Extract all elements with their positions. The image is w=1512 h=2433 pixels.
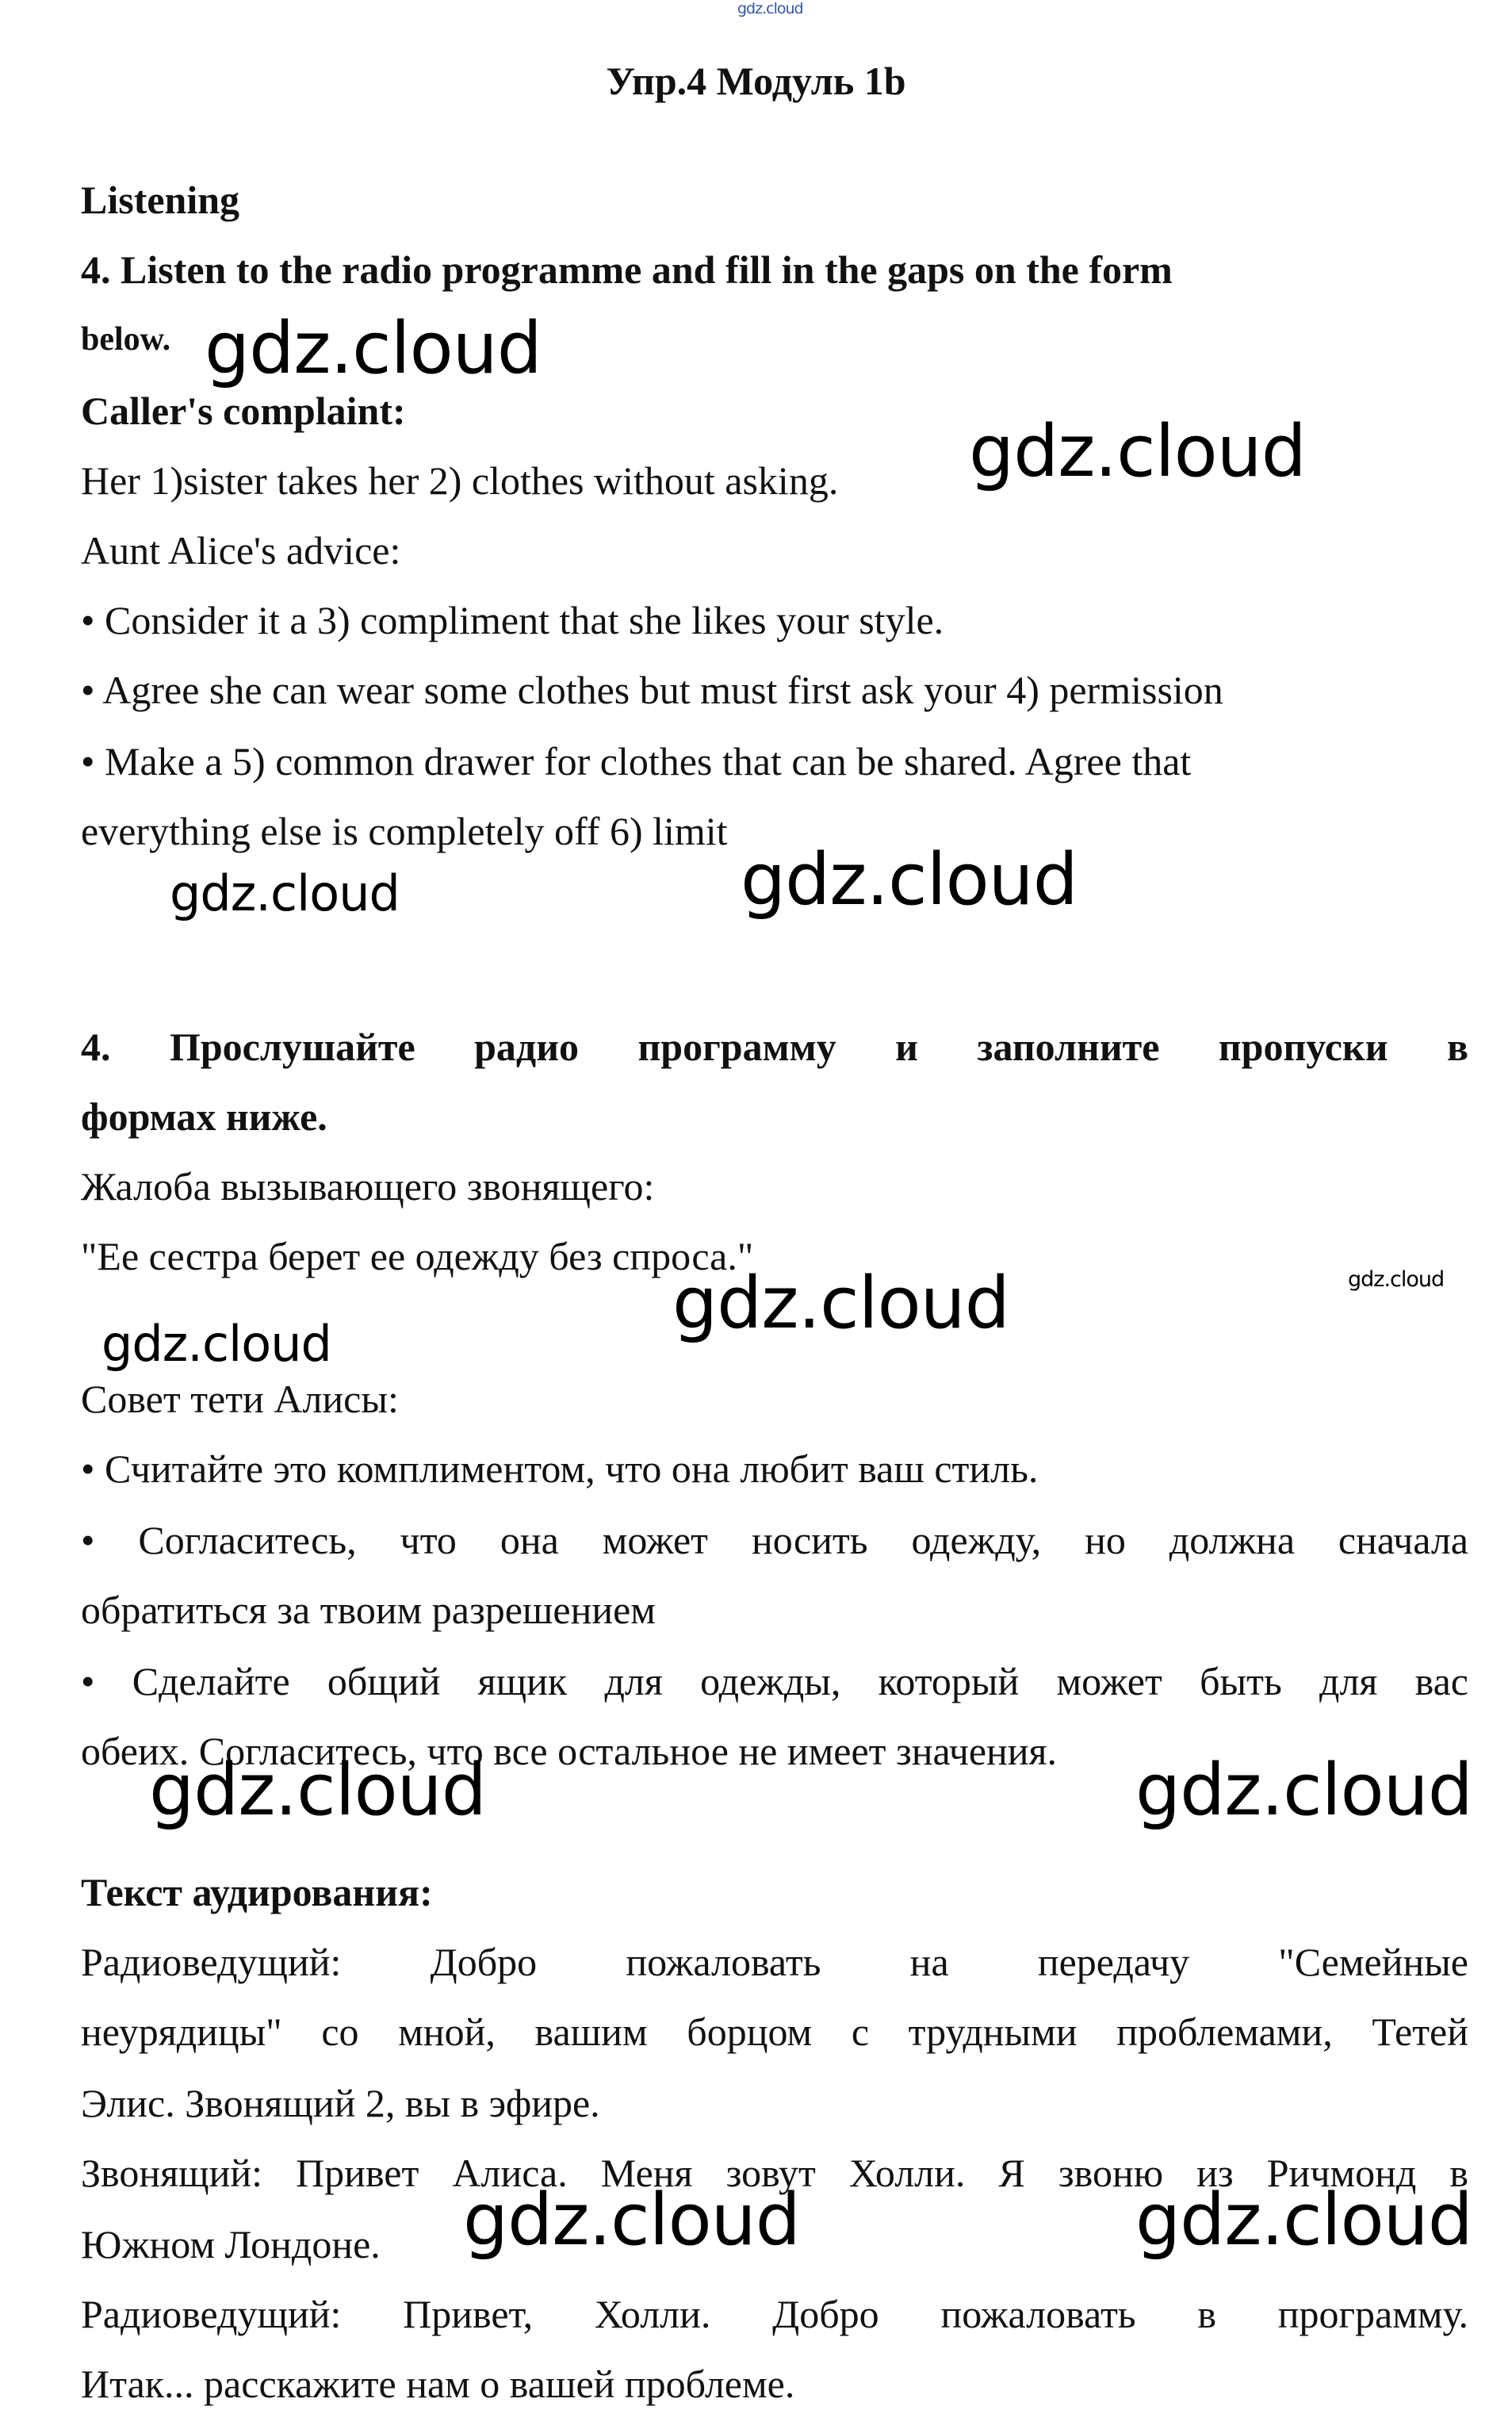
- transcript-p3-line1: Радиоведущий: Привет, Холли. Добро пожаловать в программу.: [81, 2292, 1468, 2336]
- advice-heading-ru: Совет тети Алисы:: [81, 1377, 399, 1421]
- advice-item-en-3-line1: • Make a 5) common drawer for clothes that can be shared. Agree that: [81, 739, 1192, 784]
- advice-item-ru-2-line1: • Согласитесь, что она может носить одежду, но должна сначала: [81, 1518, 1468, 1562]
- watermark-11: gdz.cloud: [1135, 2178, 1472, 2262]
- advice-item-en-3-line2: everything else is completely off 6) limit: [81, 809, 728, 853]
- transcript-p2-line2: Южном Лондоне.: [81, 2222, 381, 2266]
- watermark-5: gdz.cloud: [1348, 1267, 1445, 1292]
- transcript-p2-line1: Звонящий: Привет Алиса. Меня зовут Холли. Я звоню из Ричмонд в: [81, 2151, 1468, 2195]
- advice-item-en-1: • Consider it a 3) compliment that she likes your style.: [81, 598, 944, 642]
- watermark-1: gdz.cloud: [205, 307, 542, 390]
- task-instruction-ru-line2: формах ниже.: [81, 1094, 327, 1139]
- transcript-heading: Текст аудирования:: [81, 1870, 433, 1914]
- task-instruction-ru-line1: 4. Прослушайте радио программу и заполните пропуски в: [81, 1025, 1468, 1069]
- advice-item-ru-3-line2: обеих. Согласитесь, что все остальное не имеет значения.: [81, 1729, 1058, 1773]
- page-title: Упр.4 Модуль 1b: [606, 59, 906, 103]
- watermark-9: gdz.cloud: [1135, 1749, 1472, 1832]
- watermark-10: gdz.cloud: [463, 2178, 800, 2262]
- watermark-2: gdz.cloud: [969, 410, 1306, 493]
- section-heading-listening: Listening: [81, 178, 240, 222]
- advice-heading-en: Aunt Alice's advice:: [81, 528, 401, 573]
- complaint-heading-en: Caller's complaint:: [81, 389, 406, 433]
- transcript-p3-line2: Итак... расскажите нам о вашей проблеме.: [81, 2362, 795, 2406]
- transcript-p1-line1: Радиоведущий: Добро пожаловать на передачу "Семейные: [81, 1940, 1468, 1984]
- advice-item-en-2: • Agree she can wear some clothes but must first ask your 4) permission: [81, 668, 1223, 712]
- advice-item-ru-1: • Считайте это комплиментом, что она любит ваш стиль.: [81, 1446, 1039, 1491]
- transcript-p1-line2: неурядицы" со мной, вашим борцом с трудными проблемами, Тетей: [81, 2010, 1468, 2054]
- complaint-text-en: Her 1)sister takes her 2) clothes without asking.: [81, 458, 839, 503]
- complaint-heading-ru: Жалоба вызывающего звонящего:: [81, 1164, 655, 1209]
- watermark-7: gdz.cloud: [101, 1315, 331, 1373]
- task-instruction-en-line1: 4. Listen to the radio programme and fill in the gaps on the form: [81, 247, 1173, 292]
- watermark-4: gdz.cloud: [741, 838, 1078, 921]
- complaint-text-ru: "Ее сестра берет ее одежду без спроса.": [81, 1234, 754, 1278]
- watermark-8: gdz.cloud: [149, 1749, 486, 1832]
- advice-item-ru-2-line2: обратиться за твоим разрешением: [81, 1588, 656, 1632]
- top-watermark: gdz.cloud: [737, 0, 803, 17]
- task-instruction-en-line2: below.: [81, 321, 171, 358]
- watermark-6: gdz.cloud: [672, 1262, 1009, 1345]
- transcript-p1-line3: Элис. Звонящий 2, вы в эфире.: [81, 2081, 600, 2125]
- advice-item-ru-3-line1: • Сделайте общий ящик для одежды, который может быть для вас: [81, 1659, 1468, 1703]
- watermark-3: gdz.cloud: [170, 864, 400, 922]
